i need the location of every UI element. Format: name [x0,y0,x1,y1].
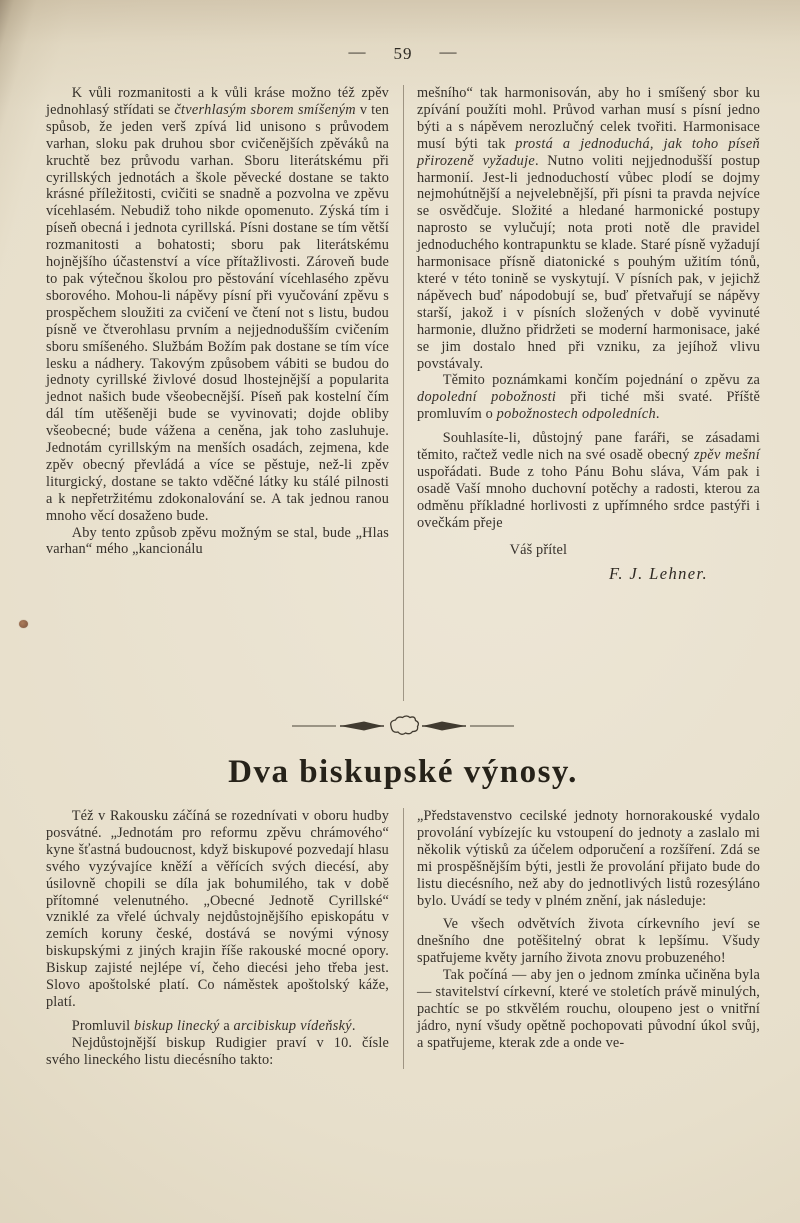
paragraph [46,525,389,559]
italic-text: zpěv mešní [693,447,760,464]
body-text: Nejdůstojnější biskup Rudigier praví v 10. čísle svého lineckého listu diecésního takto: [46,1034,389,1068]
body-text: „Představenstvo cecilské jednoty hornorakouské vydalo provolání vybízejíc ku vstoupení do jednoty a zaslalo mi několik výtisků za účelem odporučení a rozšíření. Zdá se mi prospěšnějším býti, jestli že provolání přijato bude do listu diecésního, než aby do jednotlivých listů rozesýláno bylo. Uvádí se tedy v plném znění, jak následuje: [417,808,760,909]
body-text: . Nutno voliti nejjednodušší postup harmonií. Jest-li jednoduchostí vůbec plodí se dojmy nejmohútnější a nejvelebnější, při písni ta pravda nejvíce se osvědčuje. Složité a hledané harmonické postupy naprosto se vylučují; nota proti notě dle pravidel jednoduchého kontrapunktu se klade. Staré písně vyžadují harmonisace přísně diatonické s pouhým užitím tónů, které v této tonině se vyskytují. V písních pak, v jejichž nápěvech buď nápodobují se, buď přetvařují se nápěvy starší, jakož i v písních složených v době vyvinuté harmonie, dlužno přidržeti se moderní harmonisace, jaké se jim dostalo hned při vzniku, za jejíhož vlivu povstávaly. [417,152,760,372]
ink-spot [19,620,28,628]
body-text: Tak počíná — aby jen o jednom zmínka učiněna byla — stavitelství církevní, které ve stoletích právě minulých, pachtíc se po stkvělém rouchu, oloupeno jest o vnitřní jádro, nyní všudy opětně pochopovati původní úkol svůj, a spatřujeme, kterak zde a onde ve- [417,967,760,1051]
paragraph [46,85,389,525]
paragraph [46,1035,389,1069]
article1-right-text [417,85,760,532]
header-right-dash: — [439,42,458,61]
italic-text: pobožnostech odpoledních [496,406,656,423]
body-text: . [655,406,660,423]
section-divider [46,715,760,737]
body-text: při tiché mši svaté. Příště promluvím o [417,389,760,423]
article2-right-column [403,808,760,1069]
italic-text: arcibiskup vídeňský [233,1017,352,1034]
header-left-dash: — [348,42,367,61]
article-lehner-section [46,85,760,701]
page-number-header [46,44,760,64]
paragraph [417,967,760,1052]
body-text: uspořádati. Bude z toho Pánu Bohu sláva, Vám pak i osadě Vaší mnoho duchovní potěchy a radosti, kterou za odměnu příkladné horlivosti z upřímného srdce pastýři i ovečkám přeje [417,463,760,531]
body-text: Těmito poznámkami končím pojednání o zpěvu za [442,372,760,389]
divider-ornament-icon [288,715,518,737]
body-text: a [219,1017,234,1034]
italic-text: čtverhlasým sborem smíšeným [174,101,356,118]
italic-text: biskup linecký [134,1017,220,1034]
body-text: . [351,1017,356,1034]
body-text: v ten spůsob, že jeden verš zpívá lid unisono s průvodem varhan, sloku pak druhou sbor cvičenějších zpěváků na kruchtě bez průvodu varhan. Sboru literátskému při cyrillských jednotách a škole pěvecké dostane se takto krásné příležitosti, cvičiti se snadně a pozvolna ve zpěvu vícehlasém. Nebudiž toho nikde opomenuto. Zýská tím i píseň obecná i jednota cyrillská. Písni dostane se tím větší rozmanitosti a bohatosti; sboru pak literátskému hojnějšího účastenství a více přítažlivosti. Zároveň bude to pak výtečnou školou pro pěstování vícehlasého zpěvu sborového. Mohou-li nápěvy písní při vyučování zpěvu s prospěchem sloužiti za cvičení ve čtení not s listu, budou písně ve čtverohlasu prvním a nejjednodušším cvičením sboru smíšeného. Službám Božím pak dostane se tím více lesku a nádhery. Takovým způsobem vábiti se budou do jednoty cyrillské živlové dosud lhostejnější a popularita jednot našich bude všeobecnější. Píseň pak kostelní čím dál tím utěšeněji bude se vyvinovati; dojde obliby všeobecné; bude vážena a ceněna, jak toho zasluhuje. Jednotám cyrillským na menších osadách, zejmena, kde zpěv obecný převládá a více se pěstuje, než-li zpěv liturgický, dostane se takto vděčné látky ku stálé pilnosti a k nepřetržitému zdokonalování se. A tak jednou ranou mnoho věcí dosaženo bude. [46,101,389,524]
body-text: Souhlasíte-li, důstojný pane faráři, se zásadami těmito, račtež vedle nich na své osadě obecný [417,430,760,464]
body-text: Aby tento způsob zpěvu možným se stal, bude „Hlas varhan“ mého „kancionálu [46,524,389,558]
body-text: Promluvil [71,1017,135,1034]
body-text: Ve všech odvětvích života církevního jeví se dnešního dne potěšitelný obrat k lepšímu. Všudy spatřujeme květy jarního života znovu probuzeného! [417,916,760,967]
italic-text: dopolední pobožnosti [417,389,557,406]
article-title: Dva biskupské výnosy. [228,754,578,790]
paragraph [417,808,760,909]
paragraph [417,85,760,372]
article2-left-column [46,808,403,1069]
body-text: mešního“ tak harmonisován, aby ho i smíšený sbor ku zpívání použíti mohl. Průvod varhan musí s písní jedno býti a s nápěvem nerozlučný celek tvořiti. Harmonisace musí býti tak [417,85,760,152]
paragraph [46,1018,389,1035]
article-bishops-section [46,808,760,1069]
paragraph [417,430,760,531]
italic-text: prostá a jednoduchá, jak toho píseň přirozeně vyžaduje [417,135,761,169]
letter-signature: F. J. Lehner. [608,564,708,584]
paragraph [46,808,389,1011]
paragraph [417,916,760,967]
letter-valediction: Váš přítel [509,541,568,558]
body-text: Též v Rakousku záčíná se rozednívati v oboru hudby posvátné. „Jednotám pro reformu zpěvu chrámového“ kyne šťastná budoucnost, když biskupové pozvedají hlasu svého vyzývajíce kněží a věřících svých diecésí, aby úsilovně chopili se díla jak bohumilého, tak v době přítomné velenutného. „Obecné Jednotě Cyrillské“ vzniklé za vřelé úchvaly nejdůstojnějšího episkopátu v zemích koruny české, dostává se novými výnosy biskupskými z jiných krajin říše rakouské mocné opory. Biskup zajisté nejlépe ví, čeho diecési jeho třeba jest. Slovo apoštolské platí. Co náměstek apoštolský káže, platí. [46,808,389,1010]
page-number: 59 [393,44,413,63]
article1-right-column [403,85,760,701]
body-text: K vůli rozmanitosti a k vůli kráse možno též zpěv jednohlasý střídati se [46,85,389,118]
paragraph [417,372,760,423]
article1-left-column [46,85,403,701]
